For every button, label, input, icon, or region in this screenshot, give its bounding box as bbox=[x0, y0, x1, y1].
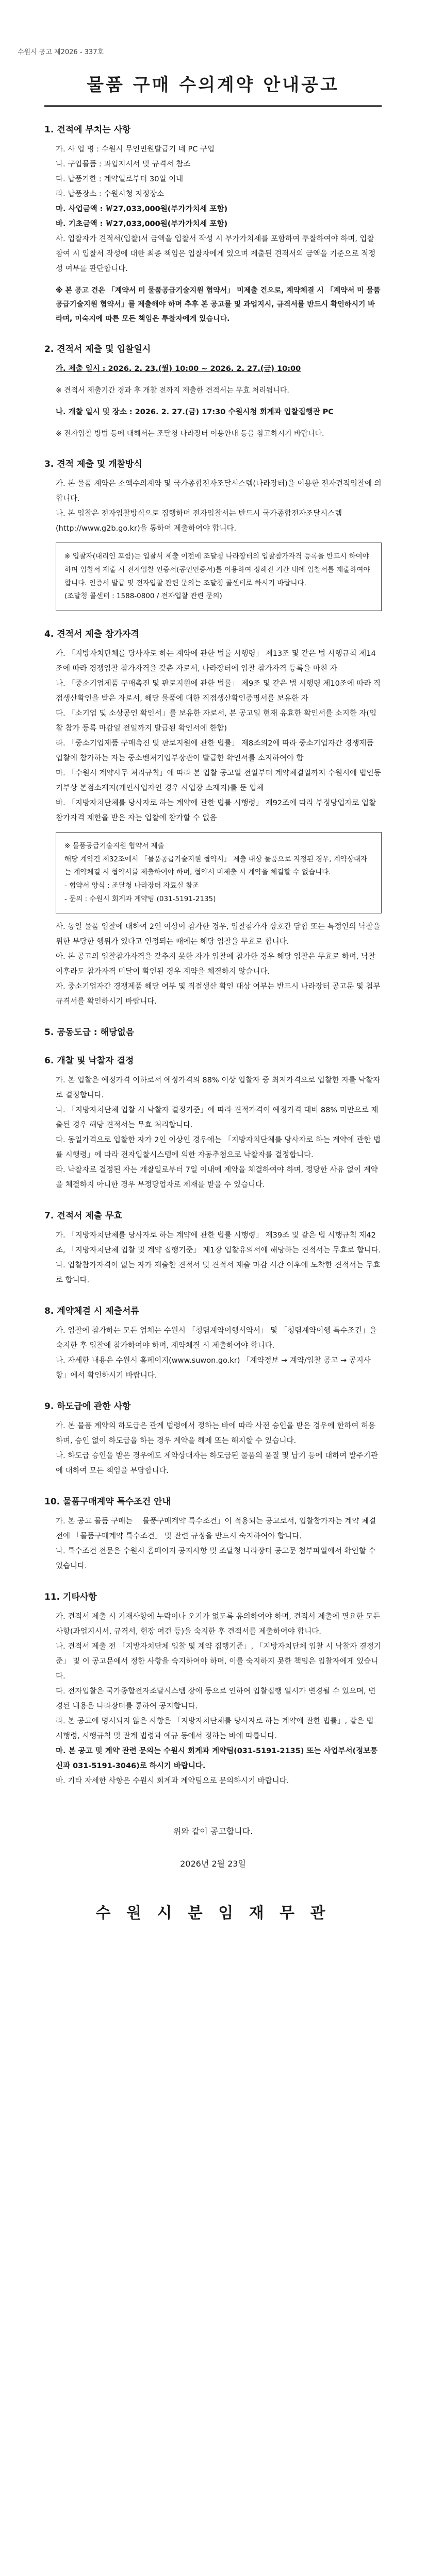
section-line: 가. 「지방자치단체를 당사자로 하는 계약에 관한 법률 시행령」 제13조 및 같은 법 시행규칙 제14조에 따라 경쟁입찰 참가자격을 갖춘 자로서, 나라장터에 입찰 참가자격 등록을 마친 자 bbox=[56, 650, 376, 673]
base-amount: 바. 기초금액 : ￦27,033,000원(부가가치세 포함) bbox=[56, 220, 228, 228]
section-line: 사. 입찰자가 견적서(입찰)서 금액을 입찰서 작성 시 부가가치세를 포함하여 투찰하여야 하며, 입찰 참여 시 입찰서 작성에 대한 최종 책임은 입찰자에게 있으며 제출된 견적서의 금액을 기준으로 적정성 여부를 판단합니다. bbox=[56, 235, 376, 273]
section-line: 가. 사 업 명 : 수원시 무인민원발급기 네 PC 구입 bbox=[56, 145, 215, 154]
section-heading: 8. 계약체결 시 제출서류 bbox=[44, 1306, 139, 1317]
section-9 bbox=[44, 1399, 382, 1479]
section-line: 나. 특수조건 전문은 수원시 홈페이지 공지사항 및 조달청 나라장터 공고문 첨부파일에서 확인할 수 있습니다. bbox=[56, 1547, 376, 1571]
section-heading: 10. 물품구매계약 특수조건 안내 bbox=[44, 1497, 171, 1507]
section-11 bbox=[44, 1589, 382, 1789]
page-title: 물품 구매 수의계약 안내공고 bbox=[87, 75, 339, 95]
section-line: 마. 「수원시 계약사무 처리규칙」에 따라 본 입찰 공고일 전일부터 계약체결일까지 수원시에 법인등기부상 본점소재지(개인사업자인 경우 사업장 소재지)를 둔 업체 bbox=[56, 769, 381, 793]
section-line: 다. 「소기업 및 소상공인 확인서」를 보유한 자로서, 본 공고일 현재 유효한 확인서를 소지한 자(입찰 참가 등록 마감일 전일까지 발급된 확인서에 한함) bbox=[56, 709, 377, 733]
section-line: 라. 본 공고에 명시되지 않은 사항은 「지방자치단체를 당사자로 하는 계약에 관한 법률」, 같은 법 시행령, 시행규칙 및 관계 법령과 예규 등에서 정하는 바에 따릅니다. bbox=[56, 1717, 374, 1741]
section-line: 자. 중소기업자간 경쟁제품 해당 여부 및 직접생산 확인 대상 여부는 반드시 나라장터 공고문 및 첨부 규격서를 확인하시기 바랍니다. bbox=[56, 982, 381, 1006]
section-line: 다. 동일가격으로 입찰한 자가 2인 이상인 경우에는 「지방자치단체를 당사자로 하는 계약에 관한 법률 시행령」에 따라 전자입찰시스템에 의한 자동추첨으로 낙찰자를 결정합니다. bbox=[56, 1136, 381, 1160]
agreement-box bbox=[56, 832, 382, 913]
section-line: 나. 「중소기업제품 구매촉진 및 판로지원에 관한 법률」 제9조 및 같은 법 시행령 제10조에 따라 직접생산확인을 받은 자로서, 해당 물품에 대한 직접생산확인증명서를 보유한 자 bbox=[56, 680, 381, 703]
title-divider bbox=[44, 105, 382, 107]
issuer-name: 수 원 시 분 임 재 무 관 bbox=[95, 1904, 331, 1923]
section-line: 가. 본 입찰은 예정가격 이하로서 예정가격의 88% 이상 입찰자 중 최저가격으로 입찰한 자를 낙찰자로 결정합니다. bbox=[56, 1076, 381, 1100]
closing-text: 위와 같이 공고합니다. bbox=[173, 1826, 253, 1837]
submission-period: 가. 제출 일시 : 2026. 2. 23.(월) 10:00 ~ 2026. 2. 27.(금) 10:00 bbox=[56, 364, 301, 373]
section-heading: 6. 개찰 및 낙찰자 결정 bbox=[44, 1056, 134, 1066]
budget-amount: 마. 사업금액 : ￦27,033,000원(부가가치세 포함) bbox=[56, 205, 228, 213]
section-heading: 4. 견적서 제출 참가자격 bbox=[44, 629, 139, 640]
section-line: 바. 기타 자세한 사항은 수원시 회계과 계약팀으로 문의하시기 바랍니다. bbox=[56, 1777, 289, 1786]
section-line: 라. 「중소기업제품 구매촉진 및 판로지원에 관한 법률」 제8조의2에 따라 중소기업자간 경쟁제품 입찰에 참가하는 자는 중소벤처기업부장관이 발급한 확인서를 소지하여야 함 bbox=[56, 739, 374, 763]
section-10 bbox=[44, 1494, 382, 1574]
section-line: 나. 본 입찰은 전자입찰방식으로 집행하며 전자입찰서는 반드시 국가종합전자조달시스템(http://www.g2b.go.kr)을 통하여 제출하여야 합니다. bbox=[56, 510, 342, 533]
section-heading: 9. 하도급에 관한 사항 bbox=[44, 1401, 131, 1412]
section-line: 라. 낙찰자로 결정된 자는 개찰일로부터 7일 이내에 계약을 체결하여야 하며, 정당한 사유 없이 계약을 체결하지 아니한 경우 부정당업자로 제재를 받을 수 있습니다. bbox=[56, 1166, 378, 1190]
section-line: 사. 동일 물품 입찰에 대하여 2인 이상이 참가한 경우, 입찰참가자 상호간 담합 또는 특정인의 낙찰을 위한 부당한 행위가 있다고 인정되는 때에는 해당 입찰을 무효로 합니다. bbox=[56, 923, 381, 946]
section-line: 라. 납품장소 : 수원시청 지정장소 bbox=[56, 190, 165, 198]
section-line: 가. 입찰에 참가하는 모든 업체는 수원시 「청렴계약이행서약서」 및 「청렴계약이행 특수조건」을 숙지한 후 입찰에 참가하여야 하며, 계약체결 시 제출하여야 합니다. bbox=[56, 1327, 377, 1350]
section-note: ※ 본 공고 건은 「계약서 미 물품공급기술지원 협약서」 미제출 건으로, 계약체결 시 「계약서 미 물품공급기술지원 협약서」를 제출해야 하며 추후 본 공고를 및 과업지시, 규격서를 반드시 확인하시기 바라며, 미숙지에 따른 모든 책임은 투찰자에게 있습니다. bbox=[56, 286, 381, 323]
notice-box bbox=[56, 543, 382, 611]
agreement-box-text: ※ 물품공급기술지원 협약서 제출 해당 계약건 제32조에서 「물품공급기술지원 협약서」 제출 대상 물품으로 지정된 경우, 계약상대자는 계약체결 시 협약서를 제출하여야 하며, 협약서 미제출 시 계약을 체결할 수 없습니다. - 협약서 양식 : 조달청 나라장터 자료실 참조 - 문의 : 수원시 회계과 계약팀 (031-5191-2135) bbox=[64, 842, 367, 903]
section-line: 나. 자세한 내용은 수원시 홈페이지(www.suwon.go.kr) 「계약정보 → 계약/입찰 공고 → 공지사항」에서 확인하시기 바랍니다. bbox=[56, 1357, 371, 1380]
section-heading: 2. 견적서 제출 및 입찰일시 bbox=[44, 344, 151, 354]
notice-date: 2026년 2월 23일 bbox=[180, 1859, 246, 1869]
section-heading: 5. 공동도급 : 해당없음 bbox=[44, 1027, 135, 1038]
section-line: 바. 「지방자치단체를 당사자로 하는 계약에 관한 법률 시행령」 제92조에 따라 부정당업자로 입찰참가자격 제한을 받은 자는 입찰에 참가할 수 없음 bbox=[56, 799, 376, 823]
section-line: 다. 전자입찰은 국가종합전자조달시스템 장애 등으로 인하여 입찰집행 일시가 변경될 수 있으며, 변경된 내용은 나라장터를 통하여 공지합니다. bbox=[56, 1687, 376, 1711]
section-line: 가. 견적서 제출 시 기재사항에 누락이나 오기가 없도록 유의하여야 하며, 견적서 제출에 필요한 모든 사항(과업지시서, 규격서, 현장 여건 등)을 숙지한 후 견적서를 제출하여야 합니다. bbox=[56, 1613, 381, 1636]
section-heading: 1. 견적에 부치는 사항 bbox=[44, 125, 131, 135]
section-line: 나. 입찰참가자격이 없는 자가 제출한 견적서 및 견적서 제출 마감 시간 이후에 도착한 견적서는 무효로 합니다. bbox=[56, 1261, 381, 1285]
section-line: 나. 구입물품 : 과업지시서 및 규격서 참조 bbox=[56, 160, 191, 168]
section-line: 가. 「지방자치단체를 당사자로 하는 계약에 관한 법률 시행령」 제39조 및 같은 법 시행규칙 제42조, 「지방자치단체 입찰 및 계약 집행기준」 제1장 입찰유의서에 해당하는 견적서는 무효로 합니다. bbox=[56, 1231, 381, 1255]
section-7 bbox=[44, 1208, 382, 1288]
section-heading: 3. 견적 제출 및 개찰방식 bbox=[44, 459, 142, 470]
section-8 bbox=[44, 1303, 382, 1383]
section-4 bbox=[44, 626, 382, 1009]
section-5 bbox=[44, 1025, 382, 1038]
section-line: 가. 본 물품 계약의 하도급은 관계 법령에서 정하는 바에 따라 사전 승인을 받은 경우에 한하여 허용하며, 승인 없이 하도급을 하는 경우 계약을 해제 또는 해지할 수 있습니다. bbox=[56, 1422, 376, 1446]
section-line: 나. 하도급 승인을 받은 경우에도 계약상대자는 하도급된 물품의 품질 및 납기 등에 대하여 발주기관에 대하여 모든 책임을 부담합니다. bbox=[56, 1452, 378, 1476]
section-note: ※ 견적서 제출기간 경과 후 개찰 전까지 제출한 견적서는 무효 처리됩니다. bbox=[56, 386, 289, 395]
section-heading: 11. 기타사항 bbox=[44, 1592, 97, 1603]
section-heading: 7. 견적서 제출 무효 bbox=[44, 1211, 122, 1222]
section-line: 나. 견적서 제출 전 「지방자치단체 입찰 및 계약 집행기준」, 「지방자치단체 입찰 시 낙찰자 결정기준」 및 이 공고문에서 정한 사항을 숙지하여야 하며, 이를 숙지하지 못한 책임은 입찰자에게 있습니다. bbox=[56, 1642, 381, 1681]
section-3 bbox=[44, 456, 382, 611]
section-2 bbox=[44, 342, 382, 442]
section-line: 가. 본 공고 물품 구매는 「물품구매계약 특수조건」이 적용되는 공고로서, 입찰참가자는 계약 체결 전에 「물품구매계약 특수조건」 및 관련 규정을 반드시 숙지하여야 합니다. bbox=[56, 1517, 376, 1541]
notice-number: 수원시 공고 제2026 - 337호 bbox=[18, 48, 104, 56]
contact-line: 마. 본 공고 및 계약 관련 문의는 수원시 회계과 계약팀(031-5191-2135) 또는 사업부서(정보통신과 031-5191-3046)로 하시기 바랍니다. bbox=[56, 1747, 378, 1771]
section-6 bbox=[44, 1053, 382, 1193]
opening-datetime: 나. 개찰 일시 및 장소 : 2026. 2. 27.(금) 17:30 수원시청 회계과 입찰집행관 PC bbox=[56, 408, 334, 417]
section-1 bbox=[44, 122, 382, 326]
notice-box-text: ※ 입찰자(대리인 포함)는 입찰서 제출 이전에 조달청 나라장터의 입찰참가자격 등록을 반드시 하여야 하며 입찰서 제출 시 전자입찰 인증서(공인인증서)를 이용하여 정해진 기간 내에 입찰서를 제출하여야 합니다. 인증서 발급 및 전자입찰 관련 문의는 조달청 콜센터로 하시기 바랍니다. (조달청 콜센터 : 1588-0800 / 전자입찰 관련 문의) bbox=[64, 552, 370, 601]
section-line: 다. 납품기한 : 계약일로부터 30일 이내 bbox=[56, 175, 184, 183]
section-line: 나. 「지방자치단체 입찰 시 낙찰자 결정기준」에 따라 견적가격이 예정가격 대비 88% 미만으로 제출된 경우 해당 견적서는 무효 처리합니다. bbox=[56, 1106, 379, 1130]
section-line: 가. 본 물품 계약은 소액수의계약 및 국가종합전자조달시스템(나라장터)을 이용한 전자견적입찰에 의합니다. bbox=[56, 480, 382, 503]
section-note: ※ 전자입찰 방법 등에 대해서는 조달청 나라장터 이용안내 등을 참고하시기 바랍니다. bbox=[56, 430, 324, 438]
section-line: 아. 본 공고의 입찰참가자격을 갖추지 못한 자가 입찰에 참가한 경우 해당 입찰은 무효로 하며, 낙찰 이후라도 참가자격 미달이 확인된 경우 계약을 체결하지 않습니다. bbox=[56, 953, 376, 976]
